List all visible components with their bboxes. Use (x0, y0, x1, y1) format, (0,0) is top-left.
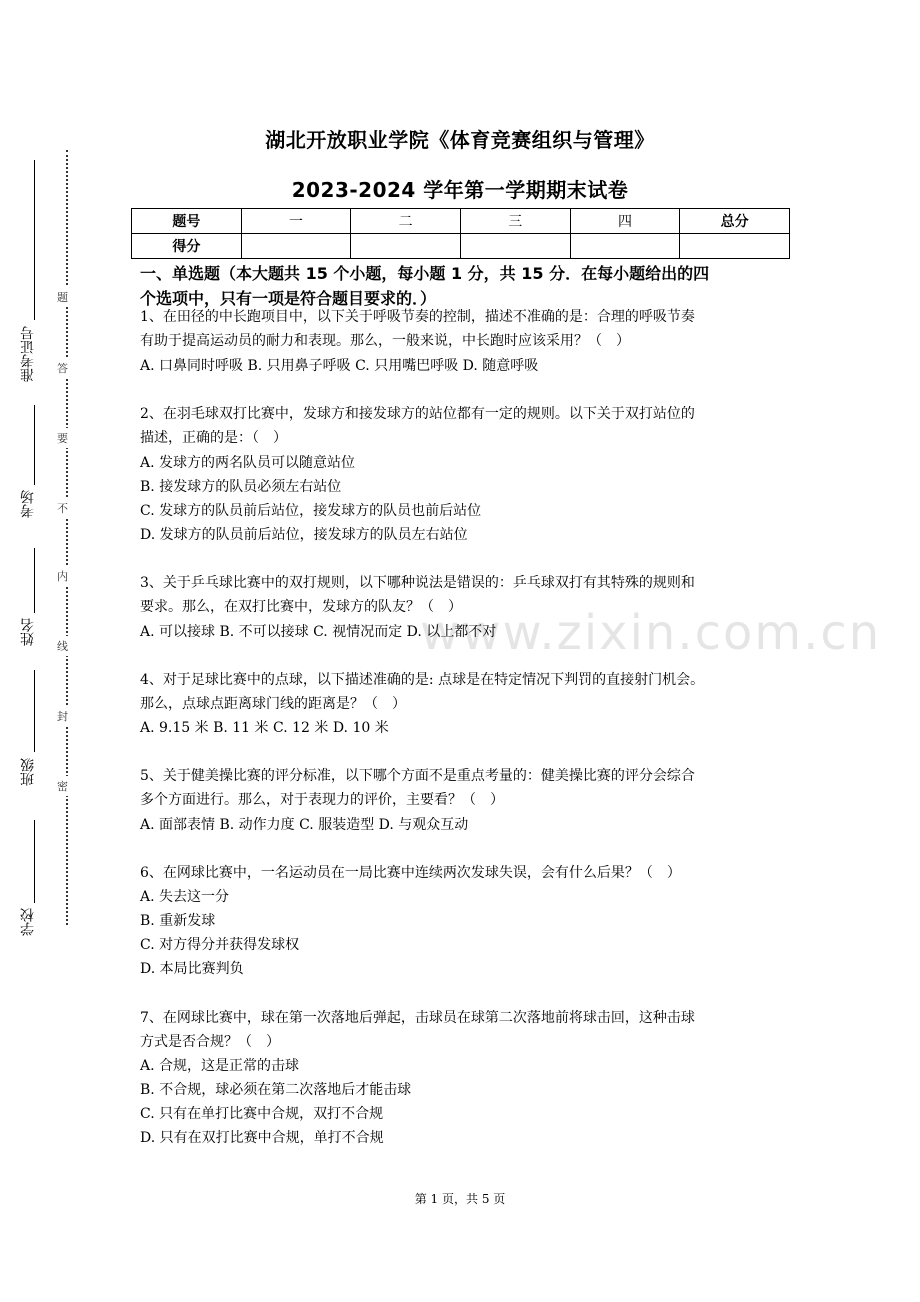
seal-dotted-line (66, 150, 68, 925)
question-5-text: 多个方面进行。那么，对于表现力的评价，主要看？（ ） (140, 792, 504, 808)
section-heading-line: 一、单选题（本大题共 15 个小题，每小题 1 分，共 15 分．在每小题给出的四 (140, 264, 710, 283)
question-7-option-d: D. 只有在双打比赛中合规，单打不合规 (140, 1130, 384, 1146)
field-school-line[interactable] (34, 820, 35, 903)
question-1-text: 1、在田径的中长跑项目中，以下关于呼吸节奏的控制，描述不准确的是：合理的呼吸节奏 (140, 309, 695, 325)
exam-title-term: 2023-2024 学年第一学期期末试卷 (291, 178, 629, 202)
seal-char: 不 (57, 498, 68, 518)
field-exam-number-label: 准考证号 (20, 326, 36, 382)
score-header-cell: 总分 (680, 209, 790, 234)
question-4-options: A. 9.15 米 B. 11 米 C. 12 米 D. 10 米 (140, 720, 389, 736)
binding-strip (18, 150, 78, 930)
score-cell[interactable] (241, 234, 351, 259)
question-7-text: 7、在网球比赛中，球在第一次落地后弹起，击球员在球第二次落地前将球击回，这种击球 (140, 1010, 695, 1026)
field-exam-room-line[interactable] (34, 405, 35, 485)
field-name-label: 姓名 (20, 618, 36, 646)
question-6-option-a: A. 失去这一分 (140, 889, 230, 905)
score-cell[interactable] (351, 234, 461, 259)
score-table-score-row (132, 234, 790, 259)
question-1-options: A. 口鼻同时呼吸 B. 只用鼻子呼吸 C. 只用嘴巴呼吸 D. 随意呼吸 (140, 358, 539, 374)
field-class-line[interactable] (34, 670, 35, 752)
section-heading-line: 个选项中，只有一项是符合题目要求的．） (140, 289, 437, 308)
question-2-option-d: D. 发球方的队员前后站位，接发球方的队员左右站位 (140, 527, 468, 543)
seal-char: 答 (57, 358, 68, 378)
score-header-cell: 三 (460, 209, 570, 234)
seal-char: 线 (57, 636, 68, 656)
seal-char: 内 (57, 566, 68, 586)
question-7-option-b: B. 不合规，球必须在第二次落地后才能击球 (140, 1082, 412, 1098)
seal-char: 题 (57, 287, 68, 307)
question-6-option-c: C. 对方得分并获得发球权 (140, 937, 300, 953)
score-cell[interactable] (570, 234, 680, 259)
score-table (131, 208, 790, 259)
exam-title-school-course: 湖北开放职业学院《体育竞赛组织与管理》 (265, 128, 655, 152)
question-4-text: 4、对于足球比赛中的点球，以下描述准确的是: 点球是在特定情况下判罚的直接射门机会。 (140, 672, 705, 688)
score-cell[interactable] (460, 234, 570, 259)
question-2-text: 描述，正确的是：（ ） (140, 430, 287, 446)
question-5-text: 5、关于健美操比赛的评分标准，以下哪个方面不是重点考量的：健美操比赛的评分会综合 (140, 768, 695, 784)
question-7-text: 方式是否合规？（ ） (140, 1034, 280, 1050)
score-table-header-row (132, 209, 790, 234)
question-3-options: A. 可以接球 B. 不可以接球 C. 视情况而定 D. 以上都不对 (140, 624, 497, 640)
question-2-option-c: C. 发球方的队员前后站位，接发球方的队员也前后站位 (140, 503, 482, 519)
question-7-option-c: C. 只有在单打比赛中合规，双打不合规 (140, 1106, 384, 1122)
seal-char: 密 (57, 776, 68, 796)
question-6-option-d: D. 本局比赛判负 (140, 961, 244, 977)
question-2-option-a: A. 发球方的两名队员可以随意站位 (140, 455, 356, 471)
question-4-text: 那么，点球点距离球门线的距离是？（ ） (140, 696, 406, 712)
score-header-cell: 二 (351, 209, 461, 234)
score-header-cell: 一 (241, 209, 351, 234)
question-2-option-b: B. 接发球方的队员必须左右站位 (140, 479, 342, 495)
question-5-options: A. 面部表情 B. 动作力度 C. 服装造型 D. 与观众互动 (140, 817, 469, 833)
question-1-text: 有助于提高运动员的耐力和表现。那么，一般来说，中长跑时应该采用？（ ） (140, 333, 630, 349)
section-heading (140, 261, 790, 311)
field-school-label: 学校 (20, 908, 36, 936)
question-3-text: 3、关于乒乓球比赛中的双打规则，以下哪种说法是错误的：乒乓球双打有其特殊的规则和 (140, 575, 695, 591)
field-exam-room-label: 考场 (20, 490, 36, 518)
seal-char: 封 (57, 706, 68, 726)
field-class-label: 班级 (20, 758, 36, 786)
page-footer: 第 1 页，共 5 页 (414, 1192, 506, 1206)
seal-char: 要 (57, 428, 68, 448)
question-7-option-a: A. 合规，这是正常的击球 (140, 1058, 300, 1074)
watermark: www.zixin.com.cn (420, 605, 882, 661)
score-cell[interactable] (680, 234, 790, 259)
score-header-cell: 四 (570, 209, 680, 234)
field-name-line[interactable] (34, 548, 35, 613)
question-2-text: 2、在羽毛球双打比赛中，发球方和接发球方的站位都有一定的规则。以下关于双打站位的 (140, 406, 695, 422)
score-row-label: 得分 (132, 234, 242, 259)
score-header-cell: 题号 (132, 209, 242, 234)
question-6-option-b: B. 重新发球 (140, 913, 216, 929)
question-3-text: 要求。那么，在双打比赛中，发球方的队友？（ ） (140, 599, 462, 615)
question-6-text: 6、在网球比赛中，一名运动员在一局比赛中连续两次发球失误，会有什么后果？（ ） (140, 865, 681, 881)
